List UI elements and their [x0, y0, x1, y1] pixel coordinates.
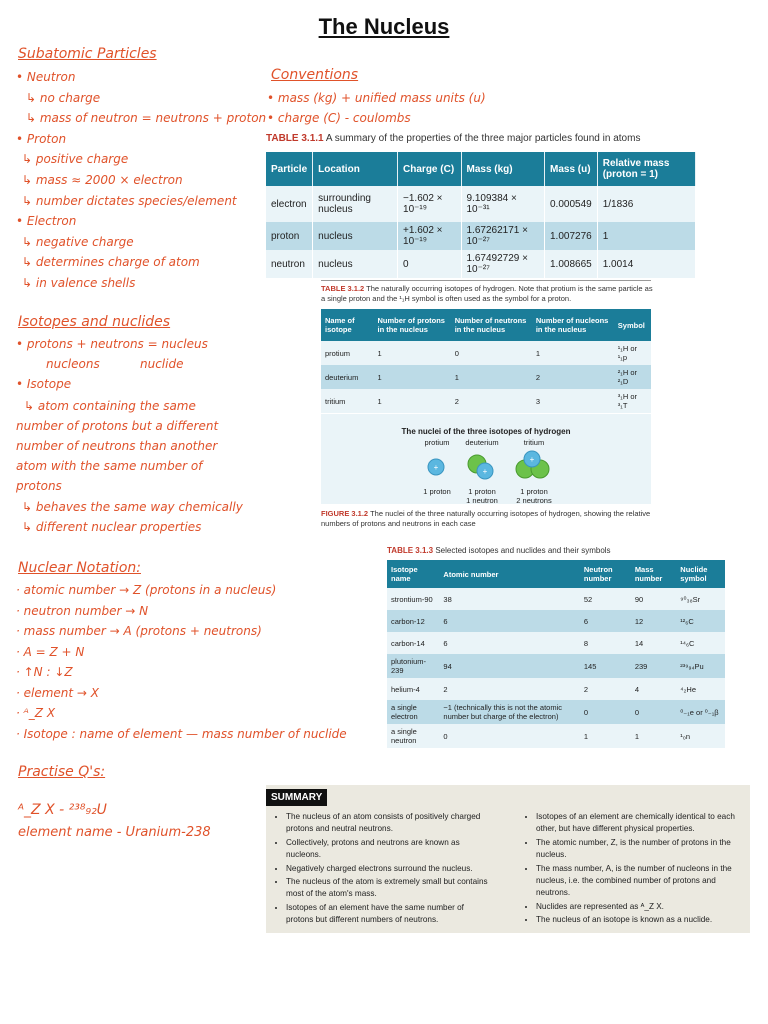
notation-line: · ᴬ_Z X	[16, 706, 56, 720]
table-cell: 1.67262171 × 10⁻²⁷	[461, 222, 545, 250]
table-cell: surrounding nucleus	[313, 186, 398, 222]
figure-label-protium: 1 proton	[423, 487, 451, 496]
isotopes-line: number of protons but a different	[16, 419, 219, 433]
practise-heading: Practise Q's:	[18, 764, 106, 780]
table-cell: proton	[266, 222, 313, 250]
table-cell: 0	[398, 250, 461, 278]
table-cell: strontium-90	[387, 588, 439, 610]
table-cell: deuterium	[321, 365, 373, 389]
summary-item: • The atomic number, Z, is the number of protons in the nucleus.	[536, 837, 739, 862]
figure-label-tritium: 1 proton 2 neutrons	[516, 487, 552, 505]
figure-title: The nuclei of the three isotopes of hydrogen	[401, 427, 571, 436]
isotopes-line: ↳ different nuclear properties	[22, 520, 202, 534]
plus-sign: +	[529, 455, 535, 464]
summary-item: • The nucleus of an atom consists of positively charged protons and neutral neutrons.	[286, 811, 489, 836]
table-cell: 94	[439, 654, 579, 678]
table-cell: 38	[439, 588, 579, 610]
table-cell: helium-4	[387, 678, 439, 700]
conventions-heading: Conventions	[271, 67, 359, 83]
table-cell: 6	[439, 610, 579, 632]
table-cell: 145	[580, 654, 631, 678]
column-header: Charge (C)	[398, 152, 461, 186]
subatomic-line: ↳ in valence shells	[22, 276, 136, 290]
summary-item: • The nucleus of an isotope is known as a nuclide.	[536, 914, 739, 926]
conventions-item-charge: • charge (C) - coulombs	[267, 111, 411, 125]
table-cell: ⁰₋₁e or ⁰₋₁β	[676, 700, 725, 724]
table-row	[387, 588, 725, 610]
table-cell: 14	[631, 632, 676, 654]
practise-answer: element name - Uranium-238	[18, 825, 211, 840]
table-cell: ²³⁹₉₄Pu	[676, 654, 725, 678]
subatomic-line: ↳ determines charge of atom	[22, 255, 200, 270]
subatomic-heading: Subatomic Particles	[18, 46, 157, 62]
table-row	[321, 365, 651, 389]
table1-label: TABLE 3.1.1	[266, 133, 324, 144]
isotopes-line: nuclide	[140, 357, 184, 371]
table-cell: ¹²₆C	[676, 610, 725, 632]
column-header: Nuclide symbol	[676, 560, 725, 588]
table-row	[321, 341, 651, 365]
table-cell: nucleus	[313, 222, 398, 250]
table-cell: 90	[631, 588, 676, 610]
plus-sign: +	[482, 467, 488, 476]
table-cell: 1	[532, 341, 614, 365]
particles-table	[266, 152, 696, 278]
subatomic-line: ↳ mass of neutron = neutrons + proton	[26, 111, 267, 126]
notation-heading: Nuclear Notation:	[18, 560, 141, 576]
nuclides-table	[387, 560, 725, 748]
hydrogen-isotopes-table	[321, 309, 651, 413]
subatomic-line: • Electron	[16, 214, 77, 229]
subatomic-line: ↳ number dictates species/element	[22, 193, 237, 208]
table-cell: 4	[631, 678, 676, 700]
column-header: Location	[313, 152, 398, 186]
table-row	[321, 389, 651, 413]
table1-caption	[266, 133, 640, 144]
subatomic-line: • Neutron	[16, 70, 76, 84]
table-cell: 8	[580, 632, 631, 654]
summary-item: • Negatively charged electrons surround the nucleus.	[286, 863, 489, 875]
summary-item: • Collectively, protons and neutrons are known as nucleons.	[286, 837, 489, 862]
table-cell: 3	[532, 389, 614, 413]
isotopes-line: ↳ behaves the same way chemically	[22, 500, 243, 514]
table-cell: 1.008665	[545, 250, 598, 278]
table-row	[387, 678, 725, 700]
notation-line: · atomic number → Z (protons in a nucleus)	[16, 583, 277, 597]
subatomic-line: ↳ negative charge	[22, 234, 134, 249]
notation-line: · neutron number → N	[16, 603, 149, 618]
figure-name-tritium: tritium	[523, 438, 545, 447]
table-cell: −1 (technically this is not the atomic number but charge of the electron)	[439, 700, 579, 724]
figure-caption	[321, 509, 651, 529]
table-cell: neutron	[266, 250, 313, 278]
table2-label: TABLE 3.1.2	[321, 284, 365, 293]
table-cell: tritium	[321, 389, 373, 413]
summary-item: • The nucleus of the atom is extremely small but contains most of the atom's mass.	[286, 876, 489, 901]
table-cell: ⁹⁰₃₈Sr	[676, 588, 725, 610]
figure-caption-label: FIGURE 3.1.2	[321, 509, 369, 518]
column-header: Relative mass (proton = 1)	[597, 152, 695, 186]
table3-label: TABLE 3.1.3	[387, 546, 434, 555]
figure-name-protium: protium	[424, 438, 450, 447]
protium-nucleus	[428, 459, 444, 475]
table-cell: 0	[631, 700, 676, 724]
table-cell: nucleus	[313, 250, 398, 278]
table-cell: electron	[266, 186, 313, 222]
table-row	[266, 186, 696, 222]
table-cell: 52	[580, 588, 631, 610]
conventions-item-mass: • mass (kg) + unified mass units (u)	[267, 91, 486, 105]
subatomic-line: • Proton	[16, 131, 67, 146]
table-row	[266, 250, 696, 278]
hydrogen-nuclei-figure	[321, 414, 651, 504]
isotopes-line: protons	[16, 479, 62, 493]
table-cell: 239	[631, 654, 676, 678]
table-cell: 6	[439, 632, 579, 654]
table1-caption-text: A summary of the properties of the three major particles found in atoms	[325, 133, 641, 144]
table-cell: 0	[439, 724, 579, 748]
figure-label-deuterium: 1 proton 1 neutron	[466, 487, 498, 505]
deuterium-nucleus	[468, 455, 493, 479]
table-cell: carbon-14	[387, 632, 439, 654]
isotopes-line: number of neutrons than another	[16, 439, 218, 453]
table-row	[387, 610, 725, 632]
summary-item: • Nuclides are represented as ᴬ_Z X.	[536, 901, 739, 913]
column-header: Isotope name	[387, 560, 439, 588]
column-header: Atomic number	[439, 560, 579, 588]
table2-caption-text: The naturally occurring isotopes of hydrogen. Note that protium is the same particle as a single proton and the ¹₁H symbol is often used as the symbol for a proton.	[321, 284, 653, 303]
table-cell: +1.602 × 10⁻¹⁹	[398, 222, 461, 250]
table-row	[387, 700, 725, 724]
table-cell: ¹₁H or ¹₁p	[614, 341, 651, 365]
table-cell: 2	[532, 365, 614, 389]
table-cell: ⁴₂He	[676, 678, 725, 700]
table2-caption	[321, 284, 653, 304]
table-cell: 1.0014	[597, 250, 695, 278]
summary-left-column	[274, 811, 489, 928]
table-row	[266, 222, 696, 250]
column-header: Number of protons in the nucleus	[373, 309, 450, 341]
table-cell: 1	[631, 724, 676, 748]
table-row	[387, 724, 725, 748]
table-cell: protium	[321, 341, 373, 365]
notation-line: · ↑N : ↓Z	[16, 665, 73, 679]
column-header: Name of isotope	[321, 309, 373, 341]
column-header: Mass (kg)	[461, 152, 545, 186]
table-cell: ¹₀n	[676, 724, 725, 748]
column-header: Number of neutrons in the nucleus	[451, 309, 532, 341]
notation-line: · A = Z + N	[16, 644, 85, 659]
table-cell: a single electron	[387, 700, 439, 724]
isotopes-heading: Isotopes and nuclides	[18, 314, 171, 330]
table-cell: 1	[373, 341, 450, 365]
table3-caption-text: Selected isotopes and nuclides and their symbols	[435, 546, 611, 555]
notation-line: · Isotope : name of element — mass number of nuclide	[16, 726, 347, 741]
table-cell: −1.602 × 10⁻¹⁹	[398, 186, 461, 222]
practise-question: ᴬ_Z X - ²³⁸₉₂U	[18, 802, 107, 818]
table2-rule	[321, 280, 651, 281]
table-cell: 1	[373, 365, 450, 389]
summary-right-column	[524, 811, 739, 928]
column-header: Number of nucleons in the nucleus	[532, 309, 614, 341]
column-header: Symbol	[614, 309, 651, 341]
table-cell: 1.67492729 × 10⁻²⁷	[461, 250, 545, 278]
table-cell: 2	[439, 678, 579, 700]
column-header: Mass (u)	[545, 152, 598, 186]
table-cell: ¹⁴₆C	[676, 632, 725, 654]
table-cell: 0	[451, 341, 532, 365]
isotopes-line: ↳ atom containing the same	[24, 399, 196, 413]
summary-heading: SUMMARY	[266, 789, 327, 806]
table-cell: 0.000549	[545, 186, 598, 222]
table3-caption	[387, 546, 611, 555]
isotopes-line: • Isotope	[16, 377, 72, 391]
summary-item: • Isotopes of an element have the same number of protons but different numbers of neutrons.	[286, 902, 489, 927]
table-cell: 1.007276	[545, 222, 598, 250]
isotopes-line: atom with the same number of	[16, 459, 203, 473]
isotopes-line: • protons + neutrons = nucleus	[16, 337, 208, 351]
table-cell: 6	[580, 610, 631, 632]
table-cell: 1/1836	[597, 186, 695, 222]
page-title: The Nucleus	[318, 14, 450, 39]
figure-caption-text: The nuclei of the three naturally occurring isotopes of hydrogen, showing the relative numbers of protons and neutrons in each case	[321, 509, 651, 528]
table-cell: 1	[580, 724, 631, 748]
table-cell: ³₁H or ³₁T	[614, 389, 651, 413]
table-cell: 1	[373, 389, 450, 413]
table-cell: 2	[451, 389, 532, 413]
isotopes-line: nucleons	[46, 357, 100, 371]
table-cell: 9.109384 × 10⁻³¹	[461, 186, 545, 222]
table-cell: ²₁H or ²₁D	[614, 365, 651, 389]
figure-name-deuterium: deuterium	[465, 438, 499, 447]
summary-item: • The mass number, A, is the number of nucleons in the nucleus, i.e. the combined number of protons and neutrons.	[536, 863, 739, 900]
subatomic-line: ↳ mass ≈ 2000 × electron	[22, 173, 183, 187]
summary-item: • Isotopes of an element are chemically identical to each other, but have different physical properties.	[536, 811, 739, 836]
column-header: Particle	[266, 152, 313, 186]
plus-sign: +	[433, 463, 439, 472]
subatomic-line: ↳ no charge	[26, 90, 101, 105]
table-cell: 1	[597, 222, 695, 250]
table-cell: 12	[631, 610, 676, 632]
table-cell: 2	[580, 678, 631, 700]
table-cell: plutonium-239	[387, 654, 439, 678]
column-header: Neutron number	[580, 560, 631, 588]
tritium-nucleus	[516, 451, 549, 478]
notation-line: · mass number → A (protons + neutrons)	[16, 624, 262, 638]
subatomic-line: ↳ positive charge	[22, 152, 129, 167]
table-cell: 1	[451, 365, 532, 389]
table-row	[387, 632, 725, 654]
notation-line: · element → X	[16, 685, 100, 700]
summary-box	[266, 785, 750, 933]
table-row	[387, 654, 725, 678]
table-cell: 0	[580, 700, 631, 724]
column-header: Mass number	[631, 560, 676, 588]
table-cell: carbon-12	[387, 610, 439, 632]
table-cell: a single neutron	[387, 724, 439, 748]
